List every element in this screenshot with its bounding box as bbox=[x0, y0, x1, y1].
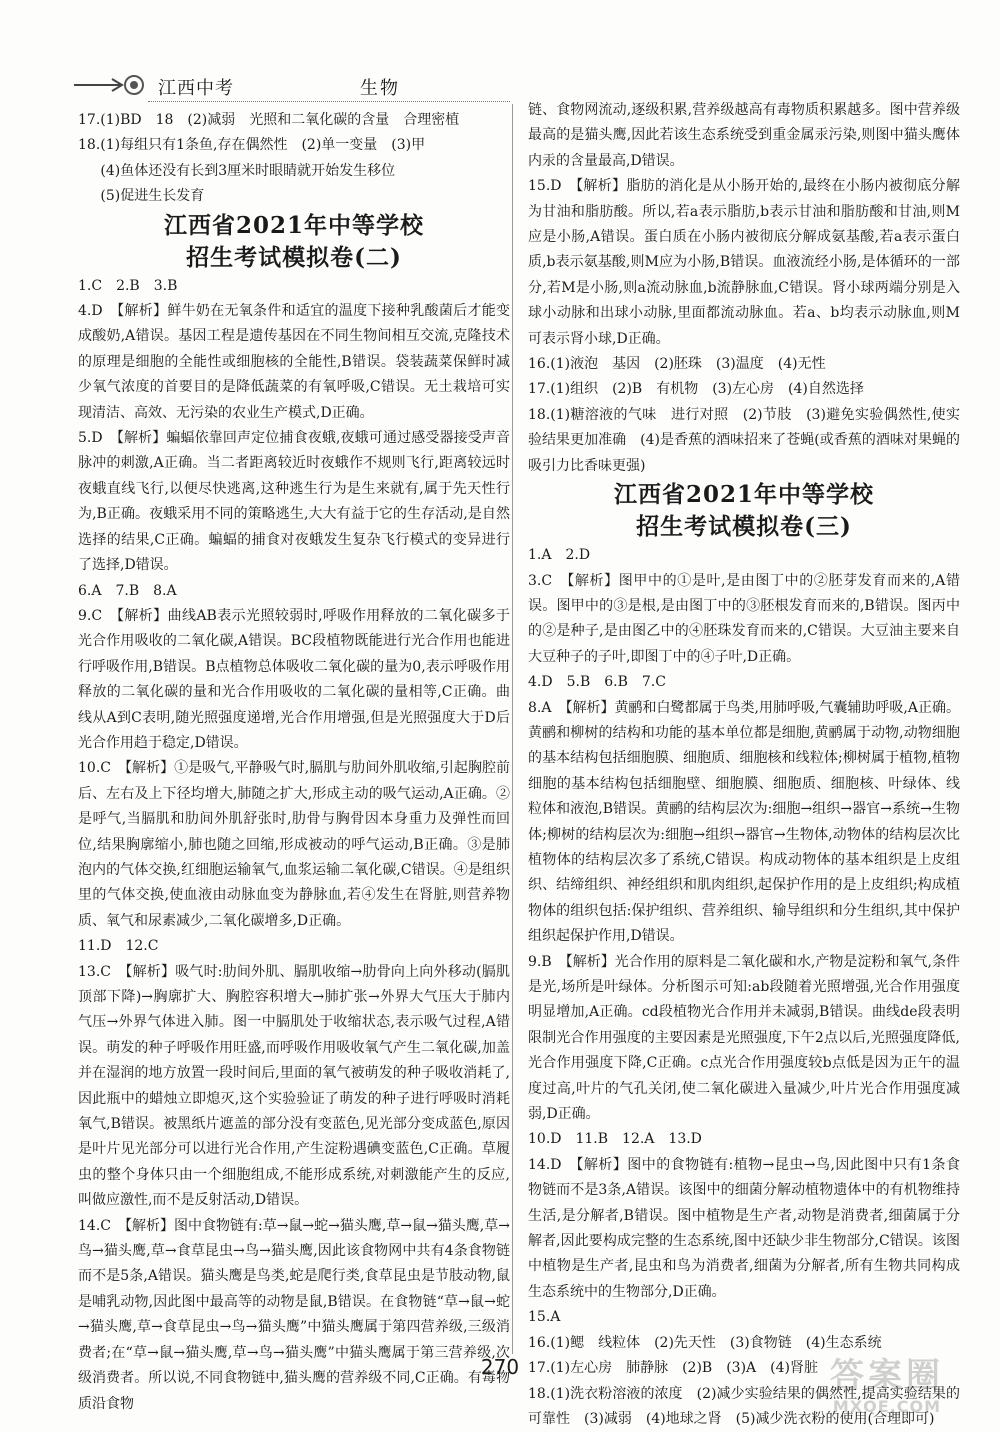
watermark bbox=[830, 1348, 944, 1416]
answer-item: (4)鱼体还没有长到3厘米时眼睛就开始发生移位 bbox=[100, 162, 396, 179]
answer-item: 链、食物网流动,逐级积累,营养级越高有毒物质积累越多。图中营养级最高的是猫头鹰,因此若该生态系统受到重金属汞污染,则图中猫头鹰体内汞的含量最高,D错误。 bbox=[528, 102, 960, 169]
answer-item: 5.D 【解析】蝙蝠依靠回声定位捕食夜蛾,夜蛾可通过感受器接受声音脉冲的刺激,A正确。当二者距离较近时夜蛾作不规则飞行,距离较远时夜蛾直线飞行,以便尽快逃离,这种逃生行为是生来就有,属于先天性行为,B正确。夜蛾采用不同的策略逃生,大大有益于它的生存活动,是自然选择的结果,C正确。蝙蝠的捕食对夜蛾发生复杂飞行模式的变异进行了选择,D错误。 bbox=[78, 430, 510, 574]
answer-item: 17.(1)组织 (2)B 有机物 (3)左心房 (4)自然选择 bbox=[528, 381, 864, 398]
section-title: 江西省2021年中等学校 bbox=[613, 481, 874, 509]
answer-item: 11.D 12.C bbox=[78, 938, 159, 955]
section-title: 招生考试模拟卷(三) bbox=[636, 513, 852, 541]
answer-item: 18.(1)洗衣粉溶液的浓度 (2)减少实验结果的偶然性,提高实验结果的可靠性 (3)减弱 (4)地球之肾 (5)减少洗衣粉的使用(合理即可) bbox=[528, 1385, 960, 1427]
column-divider bbox=[512, 104, 513, 1354]
answer-item: 4.D 【解析】鲜牛奶在无氧条件和适宜的温度下接种乳酸菌后才能变成酸奶,A错误。基因工程是遗传基因在不同生物间相互交流,克隆技术的原理是细胞的全能性或细胞核的全能性,B错误。袋装蔬菜保鲜时减少氧气浓度的首要目的是降低蔬菜的有氧呼吸,C错误。无土栽培可实现清洁、高效、无污染的农业生产模式,D正确。 bbox=[78, 303, 510, 421]
watermark-line1: 答案圈 bbox=[830, 1356, 944, 1396]
answer-item: 1.C 2.B 3.B bbox=[78, 277, 178, 294]
watermark-line2: MXQE.COM bbox=[832, 1397, 942, 1416]
answer-item: 3.C 【解析】图甲中的①是叶,是由图丁中的②胚芽发育而来的,A错误。图甲中的③是根,是由图丁中的③胚根发育而来的,B错误。图丙中的②是种子,是由图乙中的④胚珠发育而来的,C错误。大豆油主要来自大豆种子的子叶,即图丁中的④子叶,D正确。 bbox=[528, 572, 960, 665]
answer-item: 10.D 11.B 12.A 13.D bbox=[528, 1131, 702, 1148]
answer-item: 18.(1)糖溶液的气味 进行对照 (2)节肢 (3)避免实验偶然性,使实验结果更加准确 (4)是香蕉的酒味招来了苍蝇(或香蕉的酒味对果蝇的吸引力比香味更强) bbox=[528, 406, 960, 474]
page-header bbox=[70, 68, 510, 102]
answer-item: (5)促进生长发育 bbox=[100, 188, 205, 205]
answer-item: 14.C 【解析】图中食物链有:草→鼠→蛇→猫头鹰,草→鼠→猫头鹰,草→鸟→猫头鹰,草→食草昆虫→鸟→猫头鹰,因此该食物网中共有4条食物链而不是5条,A错误。猫头鹰是鸟类,蛇是爬行类,食草昆虫是节肢动物,鼠是哺乳动物,因此图中最高等的动物是鼠,B错误。在食物链“草→鼠→蛇→猫头鹰,草→食草昆虫→鸟→猫头鹰”中猫头鹰属于第四营养级,三级消费者;在“草→鼠→猫头鹰,草→鸟→猫头鹰”中猫头鹰属于第三营养级,次级消费者。所以说,不同食物链中,猫头鹰的营养级不同,C正确。有毒物质沿食物 bbox=[78, 1217, 510, 1412]
answer-item: 4.D 5.B 6.B 7.C bbox=[528, 674, 666, 691]
answer-item: 9.B 【解析】光合作用的原料是二氧化碳和水,产物是淀粉和氧气,条件是光,场所是叶绿体。分析图示可知:ab段随着光照增强,光合作用强度明显增加,A正确。cd段植物光合作用并未减弱,B错误。曲线de段表明限制光合作用强度的主要因素是光照强度,下午2点以后,光照强度降低,光合作用强度下降,C正确。c点光合作用强度较b点低是因为正午的温度过高,叶片的气孔关闭,使二氧化碳进入量减少,叶片光合作用强度减弱,D正确。 bbox=[528, 953, 960, 1123]
answer-item: 17.(1)左心房 肺静脉 (2)B (3)A (4)肾脏 bbox=[528, 1360, 818, 1377]
section-title: 江西省2021年中等学校 bbox=[163, 211, 424, 239]
answer-item: 15.D 【解析】脂肪的消化是从小肠开始的,最终在小肠内被彻底分解为甘油和脂肪酸。所以,若a表示脂肪,b表示甘油和脂肪酸和甘油,则M应是小肠,A错误。蛋白质在小肠内被彻底分解成氨基酸,若a表示蛋白质,b表示氨基酸,则M应为小肠,B错误。血液流经小肠,是体循环的一部分,若M是小肠,则a流动脉血,b流静脉血,C错误。肾小球两端分别是入球小动脉和出球小动脉,里面都流动脉血。若a、b均表示动脉血,则M可表示肾小球,D正确。 bbox=[528, 178, 960, 347]
answer-item: 14.D 【解析】图中的食物链有:植物→昆虫→鸟,因此图中只有1条食物链而不是3条,A错误。该图中的细菌分解动植物遗体中的有机物维持生活,是分解者,B错误。图中植物是生产者,动物是消费者,细菌属于分解者,因此要构成完整的生态系统,图中还缺少非生物部分,C错误。该图中植物是生产者,昆虫和鸟为消费者,细菌为分解者,所有生物共同构成生态系统中的生物部分,D正确。 bbox=[528, 1156, 960, 1300]
page-number: 270 bbox=[480, 1355, 520, 1379]
answer-item: 8.A 【解析】黄鹂和白鹭都属于鸟类,用肺呼吸,气囊辅助呼吸,A正确。黄鹂和柳树的结构和功能的基本单位都是细胞,黄鹂属于动物,动物细胞的基本结构包括细胞膜、细胞质、细胞核和线粒体;柳树属于植物,植物细胞的基本结构包括细胞壁、细胞膜、细胞质、细胞核、叶绿体、线粒体和液泡,B错误。黄鹂的结构层次为:细胞→组织→器官→系统→生物体;柳树的结构层次为:细胞→组织→器官→生物体,动物体的结构层次比植物体的结构层次多了系统,C错误。构成动物体的基本组织是上皮组织、结缔组织、神经组织和肌肉组织,起保护作用的是上皮组织;构成植物体的组织包括:保护组织、营养组织、输导组织和分生组织,其中保护组织起保护作用,D错误。 bbox=[528, 699, 960, 945]
right-column bbox=[528, 98, 960, 1432]
answer-item: 9.C 【解析】曲线AB表示光照较弱时,呼吸作用释放的二氧化碳多于光合作用吸收的二氧化碳,A错误。BC段植物既能进行光合作用也能进行呼吸作用,B错误。B点植物总体吸收二氧化碳的量为0,表示呼吸作用释放的二氧化碳的量和光合作用吸收的二氧化碳的量相等,C正确。曲线从A到C表明,随光照强度递增,光合作用增强,但是光照强度大于D后光合作用趋于稳定,D错误。 bbox=[78, 607, 510, 751]
answer-item: 16.(1)液泡 基因 (2)胚珠 (3)温度 (4)无性 bbox=[528, 356, 826, 373]
answer-item: 10.C 【解析】①是吸气,平静吸气时,膈肌与肋间外肌收缩,引起胸腔前后、左右及上下径均增大,肺随之扩大,形成主动的吸气运动,A正确。②是呼气,当膈肌和肋间外肌舒张时,肋骨与胸骨因本身重力及弹性而回位,结果胸廓缩小,肺也随之回缩,形成被动的呼气运动,B正确。③是肺泡内的气体交换,红细胞运输氧气,血浆运输二氧化碳,C错误。④是组织里的气体交换,使血液由动脉血变为静脉血,若④发生在肾脏,则营养物质、氧气和尿素减少,二氧化碳增多,D正确。 bbox=[78, 760, 510, 929]
answer-item: 18.(1)每组只有1条鱼,存在偶然性 (2)单一变量 (3)甲 bbox=[78, 137, 426, 154]
left-column bbox=[78, 108, 510, 1417]
answer-item: 6.A 7.B 8.A bbox=[78, 582, 177, 599]
target-arrow-icon bbox=[72, 74, 152, 96]
section-title: 招生考试模拟卷(二) bbox=[186, 243, 402, 271]
answer-item: 13.C 【解析】吸气时:肋间外肌、膈肌收缩→肋骨向上向外移动(膈肌顶部下降)→胸廓扩大、胸腔容积增大→肺扩张→外界大气压大于肺内气压→外界气体进入肺。图一中膈肌处于收缩状态,表示吸气过程,A错误。萌发的种子呼吸作用旺盛,而呼吸作用吸收氧气产生二氧化碳,加盖并在湿润的地方放置一段时间后,里面的氧气被萌发的种子吸收消耗了,因此瓶中的蜡烛立即熄灭,这个实验验证了萌发的种子进行呼吸时消耗氧气,B错误。被黑纸片遮盖的部分没有变蓝色,见光部分变成蓝色,原因是叶片见光部分可以进行光合作用,产生淀粉遇碘变蓝色,C正确。草履虫的整个身体只由一个细胞组成,不能形成系统,对刺激能产生的反应,叫做应激性,而不是反射活动,D错误。 bbox=[78, 963, 510, 1209]
answer-item: 15.A bbox=[528, 1309, 561, 1326]
answer-item: 17.(1)BD 18 (2)减弱 光照和二氧化碳的含量 合理密植 bbox=[78, 112, 460, 128]
subject-title: 生物 bbox=[360, 78, 400, 99]
answer-item: 16.(1)鳃 线粒体 (2)先天性 (3)食物链 (4)生态系统 bbox=[528, 1334, 882, 1351]
answer-item: 1.A 2.D bbox=[528, 547, 591, 564]
series-title: 江西中考 bbox=[158, 78, 234, 99]
header-rule bbox=[148, 101, 510, 102]
